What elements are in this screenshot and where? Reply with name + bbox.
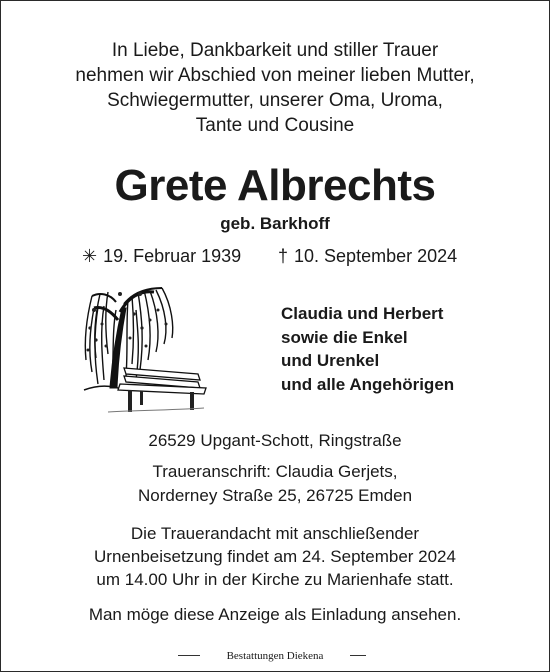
death-date-line (278, 244, 457, 268)
cross-icon: † (278, 246, 289, 266)
service-line: Die Trauerandacht mit anschließender (130, 524, 420, 543)
intro-line: Schwiegermutter, unserer Oma, Uroma, (107, 90, 443, 111)
deceased-name: Grete Albrechts (114, 161, 436, 210)
residence-address: 26529 Upgant-Schott, Ringstraße (148, 431, 402, 450)
mourning-address-line: Norderney Straße 25, 26725 Emden (137, 486, 413, 505)
mourner-line: und alle Angehörigen (281, 374, 455, 394)
mourner-line: sowie die Enkel (281, 327, 408, 347)
intro-text (0, 38, 550, 138)
death-date: 10. September 2024 (294, 246, 458, 266)
service-line: Urnenbeisetzung findet am 24. September 2024 (94, 547, 456, 566)
birth-star-icon: ✳ (82, 246, 98, 266)
intro-line: nehmen wir Abschied von meiner lieben Mutter, (75, 65, 475, 86)
birth-date-line (82, 244, 241, 268)
service-info (0, 522, 550, 591)
intro-line: In Liebe, Dankbarkeit und stiller Trauer (111, 40, 439, 61)
intro-line: Tante und Cousine (195, 115, 355, 136)
invitation-note: Man möge diese Anzeige als Einladung ansehen. (88, 605, 462, 624)
birth-date: 19. Februar 1939 (103, 246, 242, 266)
mourning-address-line: Traueranschrift: Claudia Gerjets, (152, 462, 398, 481)
mourner-line: und Urenkel (281, 351, 380, 370)
mourning-address (0, 460, 550, 508)
maiden-name: geb. Barkhoff (220, 214, 330, 233)
funeral-home-name: Bestattungen Diekena (200, 650, 350, 662)
mourner-line: Claudia und Herbert (281, 304, 444, 323)
mourners-list (281, 302, 454, 396)
service-line: um 14.00 Uhr in der Kirche zu Marienhafe statt. (96, 570, 454, 589)
weeping-willow-bench-icon (80, 280, 208, 420)
